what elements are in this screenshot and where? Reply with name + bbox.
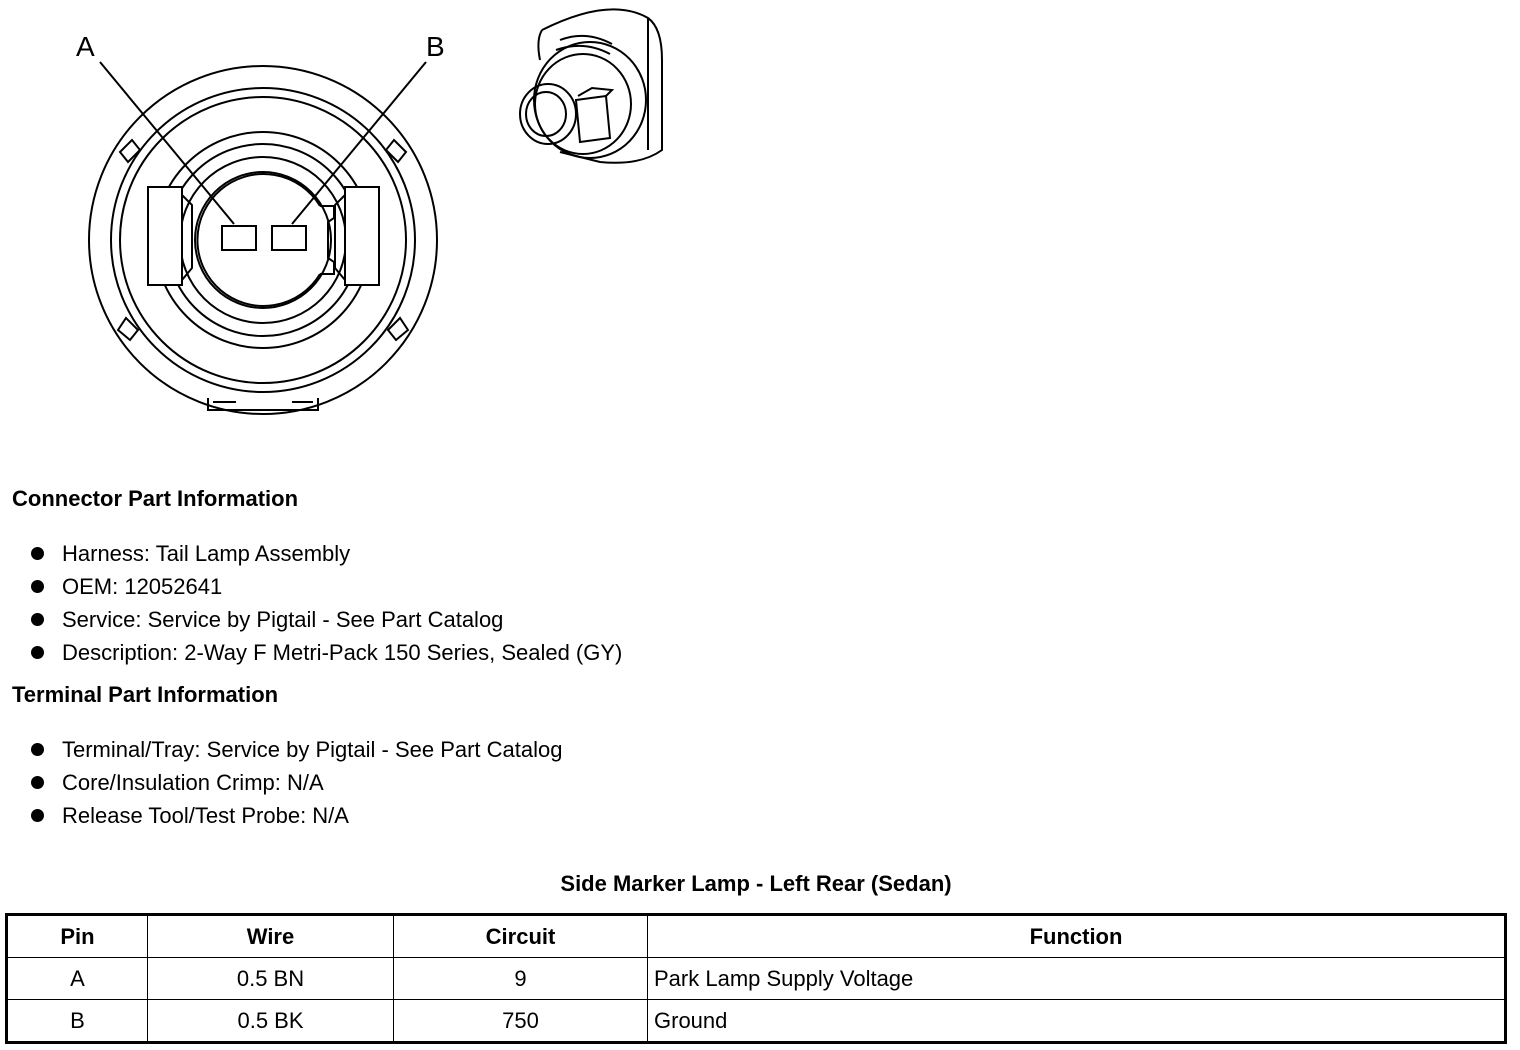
bullet-icon [31,646,44,659]
list-item: Harness: Tail Lamp Assembly [28,537,622,570]
list-item: Core/Insulation Crimp: N/A [28,766,563,799]
cell-function: Ground [648,1000,1506,1043]
cell-circuit: 9 [394,958,648,1000]
pin-a-cavity [222,226,256,250]
connector-info-title: Connector Part Information [12,486,299,511]
cell-function: Park Lamp Supply Voltage [648,958,1506,1000]
pin-b-cavity [272,226,306,250]
cell-pin: A [7,958,148,1000]
list-item: Terminal/Tray: Service by Pigtail - See Part Catalog [28,733,563,766]
connector-info-list [28,537,622,669]
bullet-icon [31,809,44,822]
bullet-icon [31,743,44,756]
bullet-icon [31,613,44,626]
pin-a-label: A [76,31,95,62]
pin-table-title: Side Marker Lamp - Left Rear (Sedan) [560,871,952,896]
bullet-icon [31,776,44,789]
list-item: OEM: 12052641 [28,570,622,603]
connector-isometric-view [520,9,662,162]
pin-b-label: B [426,31,445,62]
column-header-wire: Wire [148,915,394,958]
outer-ring [89,66,437,414]
cell-wire: 0.5 BK [148,1000,394,1043]
column-header-pin: Pin [7,915,148,958]
cell-circuit: 750 [394,1000,648,1043]
list-item: Service: Service by Pigtail - See Part Catalog [28,603,622,636]
list-item: Description: 2-Way F Metri-Pack 150 Series, Sealed (GY) [28,636,622,669]
column-header-function: Function [648,915,1506,958]
table-header-row [7,915,1506,958]
bullet-icon [31,580,44,593]
connector-face-view [89,62,437,414]
cell-pin: B [7,1000,148,1043]
table-row [7,958,1506,1000]
connector-diagram [0,0,1520,440]
terminal-info-list [28,733,563,832]
terminal-info-title: Terminal Part Information [12,682,279,707]
list-item: Release Tool/Test Probe: N/A [28,799,563,832]
column-header-circuit: Circuit [394,915,648,958]
bullet-icon [31,547,44,560]
pin-table [5,913,1507,1044]
cell-wire: 0.5 BN [148,958,394,1000]
table-row [7,1000,1506,1043]
